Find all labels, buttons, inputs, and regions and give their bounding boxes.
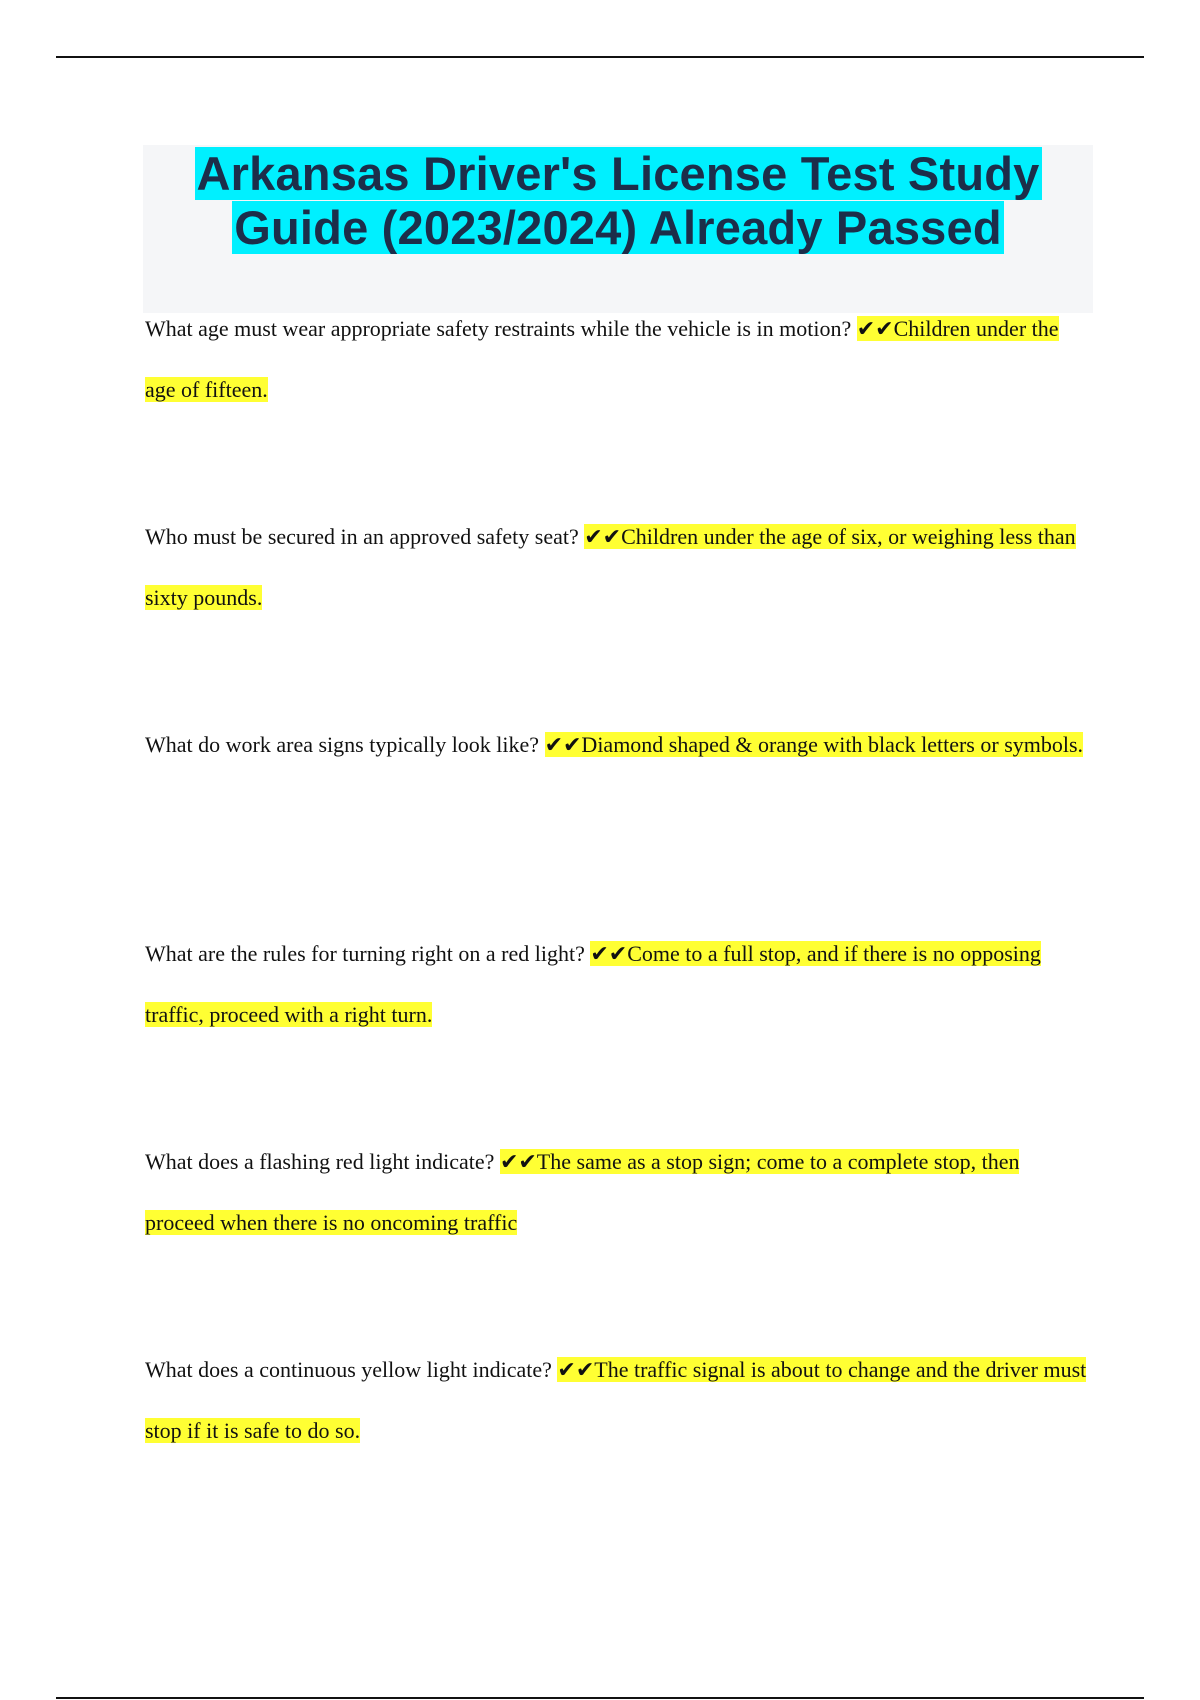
question-text: What age must wear appropriate safety restraints while the vehicle is in motion? [145, 316, 852, 341]
qa-item [145, 298, 1093, 420]
answer-text: ✔✔The same as a stop sign; come to a complete stop, then proceed when there is no oncoming traffic [145, 1149, 1020, 1235]
bottom-rule [56, 1697, 1144, 1699]
qa-item [145, 1131, 1093, 1253]
answer-text: ✔✔Diamond shaped & orange with black letters or symbols. [544, 732, 1084, 757]
page-title [143, 145, 1093, 255]
question-text: Who must be secured in an approved safety seat? [145, 524, 579, 549]
answer-text: ✔✔Come to a full stop, and if there is no opposing traffic, proceed with a right turn. [145, 941, 1041, 1027]
question-text: What does a flashing red light indicate? [145, 1149, 495, 1174]
answer-text: ✔✔Children under the age of fifteen. [145, 316, 1059, 402]
title-text: Arkansas Driver's License Test Study Guide (2023/2024) Already Passed [196, 147, 1040, 254]
question-text: What do work area signs typically look like? [145, 732, 540, 757]
answer-text: ✔✔Children under the age of six, or weighing less than sixty pounds. [145, 524, 1076, 610]
top-rule [56, 56, 1144, 58]
qa-item [145, 1339, 1093, 1461]
title-banner [143, 145, 1093, 313]
qa-item [145, 923, 1093, 1045]
qa-item [145, 506, 1093, 628]
question-text: What are the rules for turning right on a red light? [145, 941, 585, 966]
question-text: What does a continuous yellow light indicate? [145, 1357, 552, 1382]
answer-text: ✔✔The traffic signal is about to change and the driver must stop if it is safe to do so. [145, 1357, 1087, 1443]
qa-item [145, 714, 1093, 775]
